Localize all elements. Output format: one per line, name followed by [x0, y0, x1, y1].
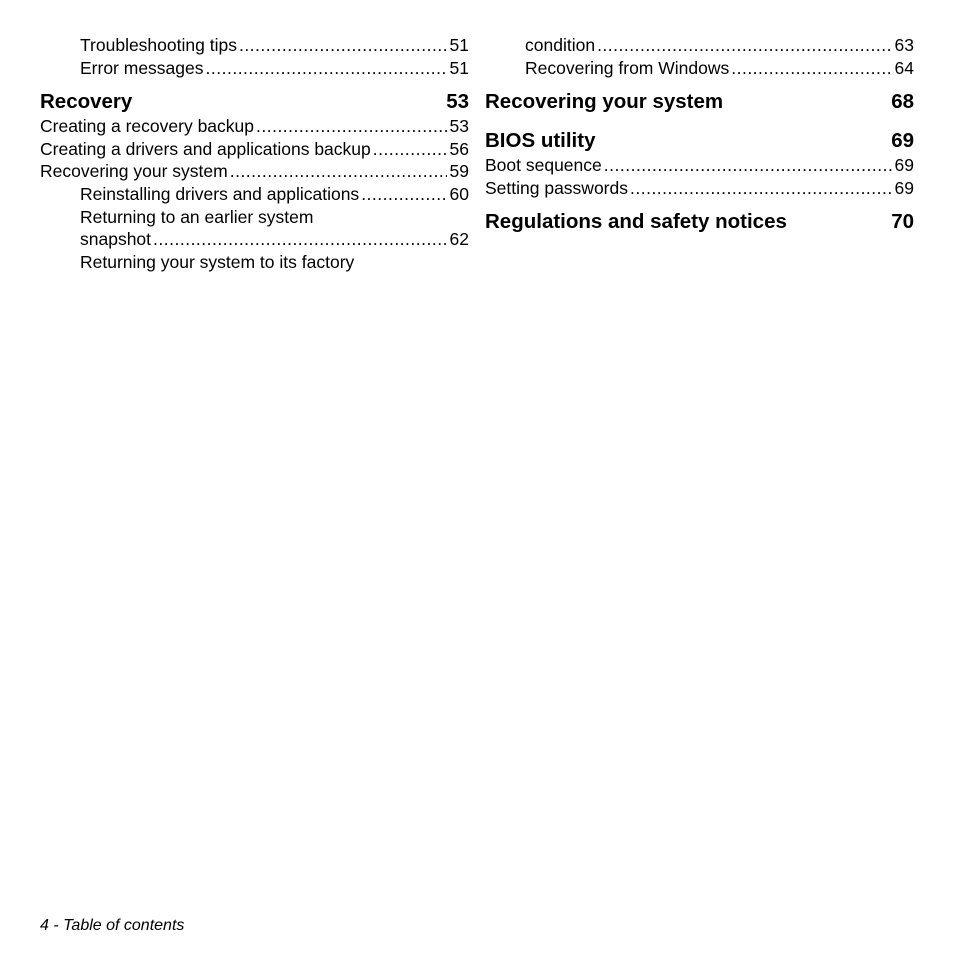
dot-leader — [597, 34, 891, 57]
section-title: Recovery — [40, 90, 133, 114]
entry-title: Returning to an earlier system — [80, 206, 314, 227]
dot-leader — [630, 177, 892, 200]
toc-section-regulations[interactable] — [485, 209, 914, 235]
section-page: 69 — [891, 129, 914, 153]
toc-right-column — [485, 34, 914, 235]
entry-page: 64 — [894, 57, 914, 78]
entry-title: Troubleshooting tips — [80, 35, 237, 55]
dot-leader — [153, 228, 447, 251]
toc-left-column — [40, 34, 469, 273]
toc-entry-returning-earlier-line2[interactable] — [40, 228, 469, 251]
toc-section-recovering-your-system[interactable] — [485, 89, 914, 115]
dot-leader — [230, 160, 447, 183]
entry-title: Recovering from Windows — [525, 57, 730, 78]
entry-title: Boot sequence — [485, 155, 602, 176]
entry-page: 60 — [449, 183, 469, 204]
dot-leader — [731, 57, 891, 80]
entry-title: Recovering your system — [40, 161, 228, 182]
entry-title: snapshot — [80, 229, 152, 250]
section-title: Regulations and safety notices — [485, 210, 787, 234]
dot-leader — [361, 183, 446, 206]
toc-entry-recovering-from-windows[interactable] — [485, 57, 914, 80]
section-page: 53 — [446, 90, 469, 114]
entry-title: condition — [525, 35, 596, 55]
entry-page: 63 — [894, 35, 914, 55]
toc-entry-returning-earlier-line1[interactable] — [40, 206, 469, 229]
entry-title: Returning your system to its factory — [80, 251, 355, 272]
toc-entry-boot-sequence[interactable] — [485, 154, 914, 177]
entry-title: Reinstalling drivers and applications — [80, 183, 360, 204]
toc-entry-recovering-your-system[interactable] — [40, 160, 469, 183]
toc-section-recovery[interactable] — [40, 89, 469, 115]
entry-page: 62 — [449, 229, 469, 250]
entry-page: 69 — [894, 177, 914, 198]
toc-section-bios-utility[interactable] — [485, 128, 914, 154]
toc-entry-setting-passwords[interactable] — [485, 177, 914, 200]
dot-leader — [604, 154, 892, 177]
entry-page: 51 — [449, 57, 469, 78]
entry-title: Setting passwords — [485, 177, 628, 198]
toc-entry-error-messages[interactable] — [40, 57, 469, 80]
entry-page: 69 — [894, 155, 914, 176]
page-footer: 4 - Table of contents — [40, 917, 185, 934]
toc-entry-creating-drivers-backup[interactable] — [40, 138, 469, 161]
toc-entry-factory-condition[interactable] — [485, 34, 914, 57]
dot-leader — [256, 115, 447, 138]
section-title: BIOS utility — [485, 129, 596, 153]
dot-leader — [206, 57, 447, 80]
section-page: 68 — [891, 90, 914, 114]
entry-page: 59 — [449, 161, 469, 182]
toc-entry-creating-recovery-backup[interactable] — [40, 115, 469, 138]
entry-page: 53 — [449, 116, 469, 137]
dot-leader — [239, 34, 447, 57]
section-page: 70 — [891, 210, 914, 234]
toc-entry-reinstalling-drivers[interactable] — [40, 183, 469, 206]
entry-page: 56 — [449, 138, 469, 159]
section-title: Recovering your system — [485, 90, 724, 114]
entry-title: Error messages — [80, 57, 204, 78]
toc-entry-troubleshooting-tips[interactable] — [40, 34, 469, 57]
dot-leader — [373, 138, 447, 161]
entry-title: Creating a drivers and applications backup — [40, 138, 371, 159]
toc-entry-returning-factory-line1[interactable] — [40, 251, 469, 274]
entry-page: 51 — [449, 35, 469, 55]
entry-title: Creating a recovery backup — [40, 116, 254, 137]
